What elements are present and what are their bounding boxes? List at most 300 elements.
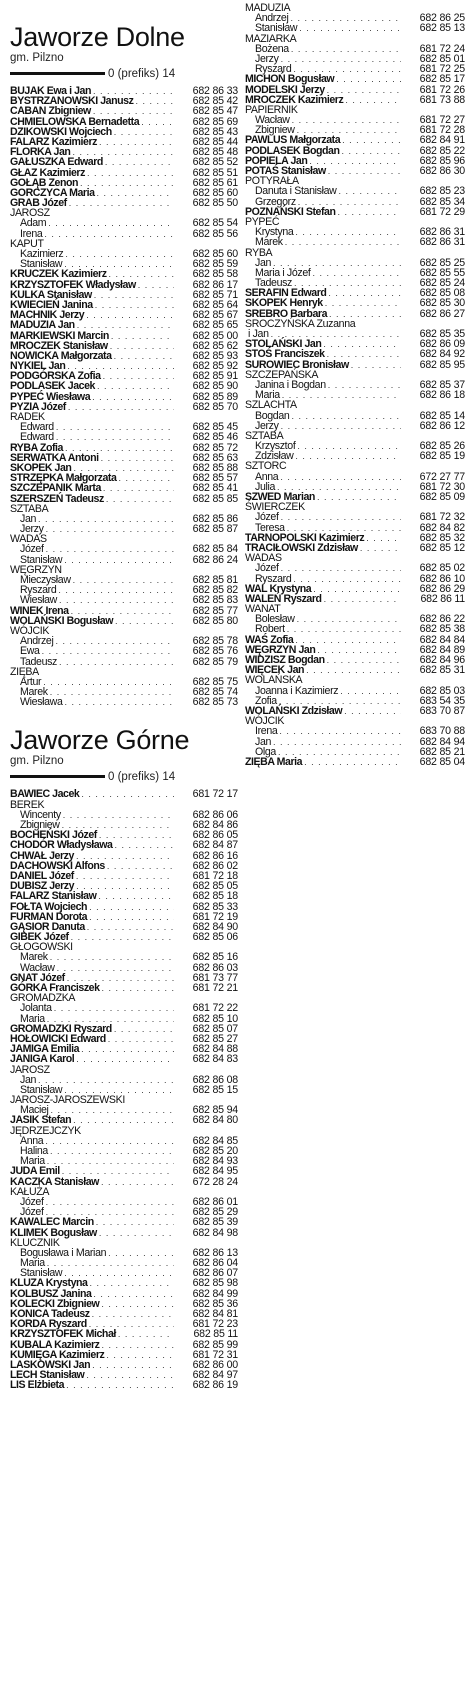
entry-phone: 682 86 19	[192, 1379, 238, 1392]
directory-entry	[245, 726, 465, 736]
entry-phone: 682 85 29	[192, 1206, 238, 1219]
entry-name: LECH Stanisław	[10, 1369, 85, 1382]
entry-phone: 682 85 00	[192, 329, 238, 342]
entry-name: GĄSIOR Danuta	[10, 920, 85, 933]
entry-name: HOŁOWICKI Edward	[10, 1032, 106, 1045]
dot-leader	[304, 757, 401, 767]
dot-leader	[110, 341, 174, 351]
entry-name: Jolanta	[20, 1002, 52, 1015]
entry-name: WANAT	[245, 603, 281, 616]
entry-name: PAWLUS Małgorzata	[245, 134, 341, 147]
entry-phone: 681 72 26	[419, 83, 465, 96]
dot-leader	[338, 186, 401, 196]
dot-leader	[103, 483, 174, 493]
dot-leader	[328, 380, 401, 390]
entry-name: Maria	[255, 389, 280, 402]
dot-leader	[323, 339, 401, 349]
entry-name: Ewa	[20, 645, 40, 658]
entry-name: SROCZYŃSKA Zuzanna	[245, 317, 356, 330]
dot-leader	[281, 421, 401, 431]
entry-phone: 682 86 11	[420, 592, 465, 605]
entry-phone: 682 84 83	[192, 1053, 238, 1066]
dot-leader	[73, 1115, 174, 1125]
entry-phone: 682 85 38	[419, 623, 465, 636]
dot-leader	[299, 23, 401, 33]
entry-phone: 682 84 95	[192, 1165, 238, 1178]
entry-phone: 682 85 25	[419, 256, 465, 269]
entry-phone: 681 72 19	[192, 910, 238, 923]
entry-name: Grzegorz	[255, 195, 296, 208]
directory-entry	[245, 237, 465, 247]
entry-phone: 682 85 91	[192, 370, 238, 383]
dot-leader	[89, 1278, 174, 1288]
dot-leader	[56, 432, 174, 442]
entry-phone: 682 85 55	[419, 266, 465, 279]
entry-name: CABAN Zbigniew	[10, 105, 91, 118]
entry-phone: 682 86 30	[419, 165, 465, 177]
entry-phone: 681 72 27	[419, 114, 465, 127]
entry-phone: 682 85 34	[419, 195, 465, 208]
entry-name: Józef	[255, 511, 279, 524]
dot-leader	[48, 218, 174, 228]
entry-name: Stanisław	[20, 258, 63, 271]
entry-name: GOŁĄB Zenon	[10, 176, 79, 189]
prefix-text: 0 (prefiks) 14	[108, 770, 176, 783]
entry-phone: 682 85 36	[192, 1297, 238, 1310]
entry-phone: 682 84 82	[419, 521, 465, 534]
entry-phone: 682 86 04	[192, 1257, 238, 1270]
entry-phone: 682 85 89	[192, 390, 238, 403]
entry-name: Irena	[20, 227, 43, 240]
entry-phone: 681 72 30	[419, 480, 465, 493]
section-spacer	[10, 707, 238, 725]
dot-leader	[97, 188, 174, 198]
entry-phone: 682 85 35	[419, 328, 465, 340]
directory-entry	[10, 1054, 238, 1064]
dot-leader	[345, 95, 401, 105]
entry-name: KUMIĘGA Kazimierz	[10, 1348, 105, 1361]
entry-name: Jerzy	[255, 419, 279, 432]
entry-name: KUBALA Kazimierz	[10, 1338, 100, 1351]
entry-name: Jerzy	[255, 52, 279, 65]
entry-phone: 682 85 48	[192, 146, 238, 159]
entry-name: Stanisław	[20, 553, 63, 566]
dot-leader	[45, 1136, 174, 1146]
entry-phone: 682 85 21	[419, 745, 465, 758]
entry-name: Stanisław	[255, 22, 298, 35]
dot-leader	[106, 1350, 174, 1360]
entry-phone: 682 86 33	[192, 85, 238, 97]
dot-leader	[73, 575, 174, 585]
entry-name: Ryszard	[20, 584, 57, 597]
entry-phone: 682 84 92	[419, 348, 465, 361]
entry-name: DZIKOWSKI Wojciech	[10, 125, 112, 138]
entry-phone: 682 85 60	[192, 248, 238, 260]
entry-phone: 682 85 56	[192, 227, 238, 240]
dot-leader	[99, 137, 174, 147]
entry-name: TARNOPOLSKI Kazimierz	[245, 531, 365, 544]
entry-name: Anna	[255, 470, 279, 483]
section-subtitle: gm. Pilzno	[10, 52, 64, 64]
entry-name: ZIĘBA Maria	[245, 755, 303, 768]
entry-name: SZERSZEŃ Tadeusz	[10, 492, 104, 505]
entry-name: WOLAŃSKI Bogusław	[10, 614, 113, 627]
entry-name: WIDZISZ Bogdan	[245, 654, 325, 666]
entry-phone: 682 86 05	[192, 829, 238, 842]
dot-leader	[108, 1248, 174, 1258]
entry-name: MADUZIA Jan	[10, 319, 75, 332]
entry-phone: 682 85 02	[419, 562, 465, 575]
entry-name: Zbigniew	[255, 124, 295, 137]
dot-leader	[103, 371, 174, 381]
entry-name: SZTORC	[245, 460, 287, 473]
dot-leader	[282, 390, 401, 400]
entry-name: WAL Krystyna	[245, 582, 312, 595]
entry-name: Józef	[20, 1195, 44, 1208]
dot-leader	[280, 472, 401, 482]
entry-name: GŁAZ Kazimierz	[10, 166, 85, 179]
entry-name: FALARZ Stanisław	[10, 890, 97, 903]
entry-name: POZNAŃSKI Stefan	[245, 205, 336, 218]
entry-phone: 682 85 20	[192, 1145, 238, 1157]
entry-name: SZWED Marian	[245, 491, 315, 503]
entry-name: Robert	[255, 623, 285, 636]
entry-name: Maria i Józef	[255, 266, 311, 279]
entry-name: Józef	[255, 562, 279, 575]
entry-phone: 682 86 31	[419, 226, 465, 239]
entry-phone: 682 85 41	[192, 482, 238, 495]
entry-name: PYZIA Józef	[10, 400, 66, 413]
entry-phone: 682 85 15	[192, 1083, 238, 1096]
entry-name: STOŚ Franciszek	[245, 348, 325, 361]
entry-phone: 682 85 99	[192, 1338, 238, 1351]
entry-phone: 682 84 97	[192, 1369, 238, 1382]
directory-entry	[10, 646, 238, 656]
dot-leader	[95, 300, 174, 310]
dot-leader	[297, 441, 401, 451]
entry-name: GIBEK Józef	[10, 931, 69, 944]
dot-leader	[290, 13, 401, 23]
dot-leader	[118, 1329, 174, 1339]
entry-name: Wacław	[255, 114, 290, 127]
dot-leader	[44, 229, 174, 239]
entry-name: Bogdan	[255, 409, 290, 422]
entry-name: MROCZEK Kazimierz	[245, 93, 344, 106]
dot-leader	[325, 298, 401, 308]
dot-leader	[92, 1360, 174, 1370]
entry-name: Jerzy	[20, 523, 44, 536]
dot-leader	[135, 96, 174, 106]
dot-leader	[281, 512, 401, 522]
entry-phone: 682 85 87	[192, 523, 238, 536]
entry-name: SREBRO Barbara	[245, 307, 328, 320]
entry-name: PODGÓRSKA Zofia	[10, 370, 101, 383]
dot-leader	[101, 1299, 174, 1309]
entry-phone: 681 73 88	[419, 93, 465, 106]
directory-entry	[10, 229, 238, 239]
dot-leader	[87, 922, 174, 932]
entry-phone: 682 85 72	[192, 441, 238, 454]
entry-name: Edward	[20, 431, 54, 444]
entry-phone: 682 85 90	[192, 380, 238, 393]
entry-name: GROMADZKA	[10, 992, 76, 1005]
entry-phone: 681 72 32	[419, 511, 465, 524]
entry-phone: 682 85 83	[192, 594, 238, 607]
entry-name: Zofia	[255, 694, 277, 707]
entry-phone: 682 85 78	[192, 635, 238, 648]
entry-name: FALARZ Kazimierz	[10, 135, 97, 148]
entry-name: MROCZEK Stanisław	[10, 339, 108, 352]
entry-phone: 681 72 29	[419, 205, 465, 218]
entry-name: STRZĘPKA Małgorzata	[10, 472, 117, 485]
entry-name: DANIEL Józef	[10, 869, 74, 882]
entry-name: i Jan	[248, 328, 269, 340]
entry-name: Ryszard	[255, 572, 292, 585]
entry-phone: 681 72 28	[419, 124, 465, 137]
entry-name: BAWIEC Jacek	[10, 788, 80, 801]
entry-name: BYSTRZANOWSKI Janusz	[10, 95, 134, 108]
prefix-line	[10, 770, 238, 783]
entry-name: Zbigniew	[20, 819, 60, 831]
entry-phone: 683 54 35	[419, 694, 465, 707]
dot-leader	[64, 555, 174, 565]
dot-leader	[317, 492, 401, 502]
entry-name: Stanisław	[20, 1083, 63, 1096]
entry-name: BEREK	[10, 798, 45, 811]
entry-name: SZTABA	[10, 502, 49, 515]
dot-leader	[297, 614, 401, 624]
entry-phone: 682 85 50	[192, 197, 238, 210]
dot-leader	[68, 402, 174, 412]
entry-name: JASIK Stefan	[10, 1114, 72, 1127]
entry-phone: 681 72 24	[419, 42, 465, 55]
entry-name: Teresa	[255, 521, 285, 534]
dot-leader	[47, 1258, 174, 1268]
directory-entry	[10, 483, 238, 493]
dot-leader	[87, 168, 174, 178]
dot-leader	[102, 1340, 174, 1350]
entry-name: KORDA Ryszard	[10, 1318, 87, 1331]
dot-leader	[50, 1146, 174, 1156]
entry-name: ZIĘBA	[10, 665, 39, 678]
dot-leader	[58, 585, 174, 595]
entry-name: PODLASEK Jacek	[10, 380, 95, 393]
dot-leader	[295, 227, 401, 237]
entry-phone: 682 85 95	[419, 358, 465, 371]
entry-phone: 682 84 98	[192, 1226, 238, 1239]
dot-leader	[50, 687, 174, 697]
entry-phone: 682 84 86	[192, 819, 238, 831]
dot-leader	[86, 310, 174, 320]
entry-phone: 682 85 09	[419, 491, 465, 503]
entry-phone: 682 85 03	[419, 684, 465, 697]
entry-name: NYKIEL Jan	[10, 360, 66, 373]
entry-name: SZCZEPAŃSKA	[245, 368, 319, 381]
entry-name: WIĘCEK Jan	[245, 664, 305, 677]
entry-name: Jan	[20, 1073, 37, 1086]
entry-phone: 682 85 52	[192, 156, 238, 169]
entry-phone: 682 85 81	[192, 574, 238, 586]
directory-entry	[10, 657, 238, 667]
dot-leader	[89, 912, 174, 922]
entry-name: DACHOWSKI Alfons	[10, 859, 105, 872]
entry-name: Anna	[20, 1134, 44, 1147]
entry-phone: 682 85 75	[192, 675, 238, 688]
dot-leader	[279, 726, 401, 736]
dot-leader	[291, 411, 401, 421]
entry-name: KWIECIEŃ Janina	[10, 298, 93, 311]
entry-name: Wiesława	[20, 696, 63, 709]
dot-leader	[65, 249, 174, 259]
prefix-text: 0 (prefiks) 14	[108, 67, 176, 80]
entry-name: KAWALEC Marcin	[10, 1216, 94, 1229]
entry-phone: 682 85 31	[419, 664, 465, 677]
dot-leader	[71, 932, 174, 942]
entry-name: WADAS	[10, 533, 47, 546]
dot-leader	[138, 280, 174, 290]
entry-name: Stanisław	[20, 1267, 63, 1280]
entry-name: WÓJCIK	[10, 624, 50, 637]
entry-phone: 682 85 17	[419, 73, 465, 86]
entry-phone: 682 85 63	[192, 451, 238, 464]
entry-name: Jan	[255, 735, 272, 748]
entry-phone: 682 85 32	[419, 531, 465, 544]
entry-name: MADUZIA	[245, 2, 291, 14]
entry-name: JAROSZ-JAROSZEWSKI	[10, 1094, 125, 1107]
entry-phone: 683 70 88	[419, 725, 465, 738]
prefix-line	[10, 67, 238, 80]
entry-name: GAŁUSZKA Edward	[10, 156, 103, 169]
entry-name: LASKOWSKI Jan	[10, 1358, 91, 1371]
entry-phone: 682 85 24	[419, 277, 465, 290]
entry-phone: 682 85 70	[192, 400, 238, 413]
entry-name: GORCZYCA Maria	[10, 186, 95, 199]
dot-leader	[313, 584, 401, 594]
entry-name: GROMADZKI Ryszard	[10, 1022, 112, 1035]
entry-phone: 682 85 65	[192, 319, 238, 332]
entry-phone: 682 86 09	[419, 338, 465, 351]
entry-phone: 682 85 47	[192, 105, 238, 118]
entry-phone: 682 85 10	[192, 1012, 238, 1025]
entry-phone: 682 85 37	[419, 378, 465, 391]
entry-phone: 682 85 45	[192, 421, 238, 434]
dot-leader	[336, 74, 401, 84]
entry-name: Andrzej	[255, 12, 289, 25]
entry-phone: 682 86 22	[419, 613, 465, 626]
entry-phone: 681 73 77	[192, 971, 238, 984]
entry-name: Julia	[255, 480, 276, 493]
entry-name: KAŁUŻA	[10, 1185, 50, 1198]
entry-name: MICHOŃ Bogusław	[245, 73, 335, 86]
dot-leader	[111, 331, 174, 341]
entry-phone: 682 85 88	[192, 461, 238, 474]
entry-name: Joanna i Kazimierz	[255, 684, 339, 697]
dot-leader	[46, 1197, 174, 1207]
entry-list	[10, 789, 238, 1390]
entry-phone: 682 85 14	[419, 409, 465, 422]
entry-phone: 682 85 04	[419, 755, 465, 768]
entry-name: PAPIERNIK	[245, 103, 298, 116]
entry-name: Ryszard	[255, 63, 292, 76]
right-column	[245, 3, 465, 767]
entry-name: Maria	[20, 1012, 45, 1025]
entry-name: Bożena	[255, 42, 289, 55]
entry-phone: 682 85 12	[419, 541, 465, 554]
dot-leader	[89, 902, 174, 912]
entry-phone: 682 84 99	[192, 1287, 238, 1300]
entry-name: SKOPEK Henryk	[245, 297, 323, 310]
dot-leader	[108, 1034, 174, 1044]
entry-phone: 683 70 87	[419, 704, 465, 717]
entry-phone: 681 72 31	[192, 1348, 238, 1361]
dot-leader	[114, 351, 174, 361]
dot-leader	[65, 697, 174, 707]
section-jaworze-gorne	[10, 725, 238, 1390]
entry-name: Józef	[20, 1206, 44, 1219]
dot-leader	[273, 737, 401, 747]
dot-leader	[328, 288, 401, 298]
dot-leader	[141, 117, 174, 127]
entry-phone: 682 86 17	[192, 278, 238, 291]
entry-name: FURMAN Dorota	[10, 910, 88, 923]
entry-name: Krystyna	[255, 226, 294, 239]
entry-name: Danuta i Stanisław	[255, 185, 337, 198]
dot-leader	[92, 392, 174, 402]
entry-phone: 682 85 22	[419, 144, 465, 157]
dot-leader	[55, 636, 174, 646]
entry-phone: 682 85 62	[192, 339, 238, 352]
entry-phone: 682 86 16	[192, 849, 238, 862]
dot-leader	[57, 963, 174, 973]
dot-leader	[81, 1044, 174, 1054]
entry-phone: 682 85 16	[192, 951, 238, 964]
entry-phone: 682 85 43	[192, 125, 238, 138]
entry-name: MACHNIK Jerzy	[10, 309, 85, 322]
entry-name: KULKA Stanisław	[10, 288, 92, 301]
entry-name: SZTABA	[245, 429, 284, 442]
dot-leader	[66, 1380, 174, 1390]
prefix-rule	[10, 72, 105, 75]
entry-name: Olga	[255, 745, 276, 758]
entry-phone: 682 85 08	[419, 287, 465, 300]
entry-name: KRZYSZTOFEK Michał	[10, 1328, 116, 1341]
entry-name: JAMIGA Emilia	[10, 1043, 80, 1056]
entry-name: KRZYSZTOFEK Władysław	[10, 278, 136, 291]
dot-leader	[46, 544, 174, 554]
entry-name: BOCHEŃSKI Józef	[10, 829, 97, 842]
prefix-rule	[10, 775, 105, 778]
surname-group-heading	[245, 400, 465, 410]
entry-phone: 682 85 86	[192, 512, 238, 525]
dot-leader	[107, 861, 174, 871]
entry-phone: 682 85 98	[192, 1277, 238, 1290]
section-subtitle: gm. Pilzno	[10, 755, 64, 768]
entry-phone: 681 72 17	[192, 788, 238, 801]
entry-name: SERWATKA Antoni	[10, 451, 99, 464]
entry-phone: 682 85 44	[192, 135, 238, 148]
entry-phone: 682 86 01	[192, 1195, 238, 1208]
entry-name: WOLAŃSKI Zdzisław	[245, 704, 343, 717]
entry-phone: 682 86 08	[192, 1073, 238, 1086]
dot-leader	[86, 1370, 174, 1380]
dot-leader	[69, 198, 174, 208]
entry-name: Maciej	[20, 1104, 49, 1117]
dot-leader	[105, 157, 174, 167]
entry-name: Bogusława i Marian	[20, 1246, 107, 1259]
directory-entry	[10, 320, 238, 330]
entry-name: JĘDRZEJCZYK	[10, 1124, 81, 1137]
entry-phone: 682 86 24	[192, 553, 238, 566]
